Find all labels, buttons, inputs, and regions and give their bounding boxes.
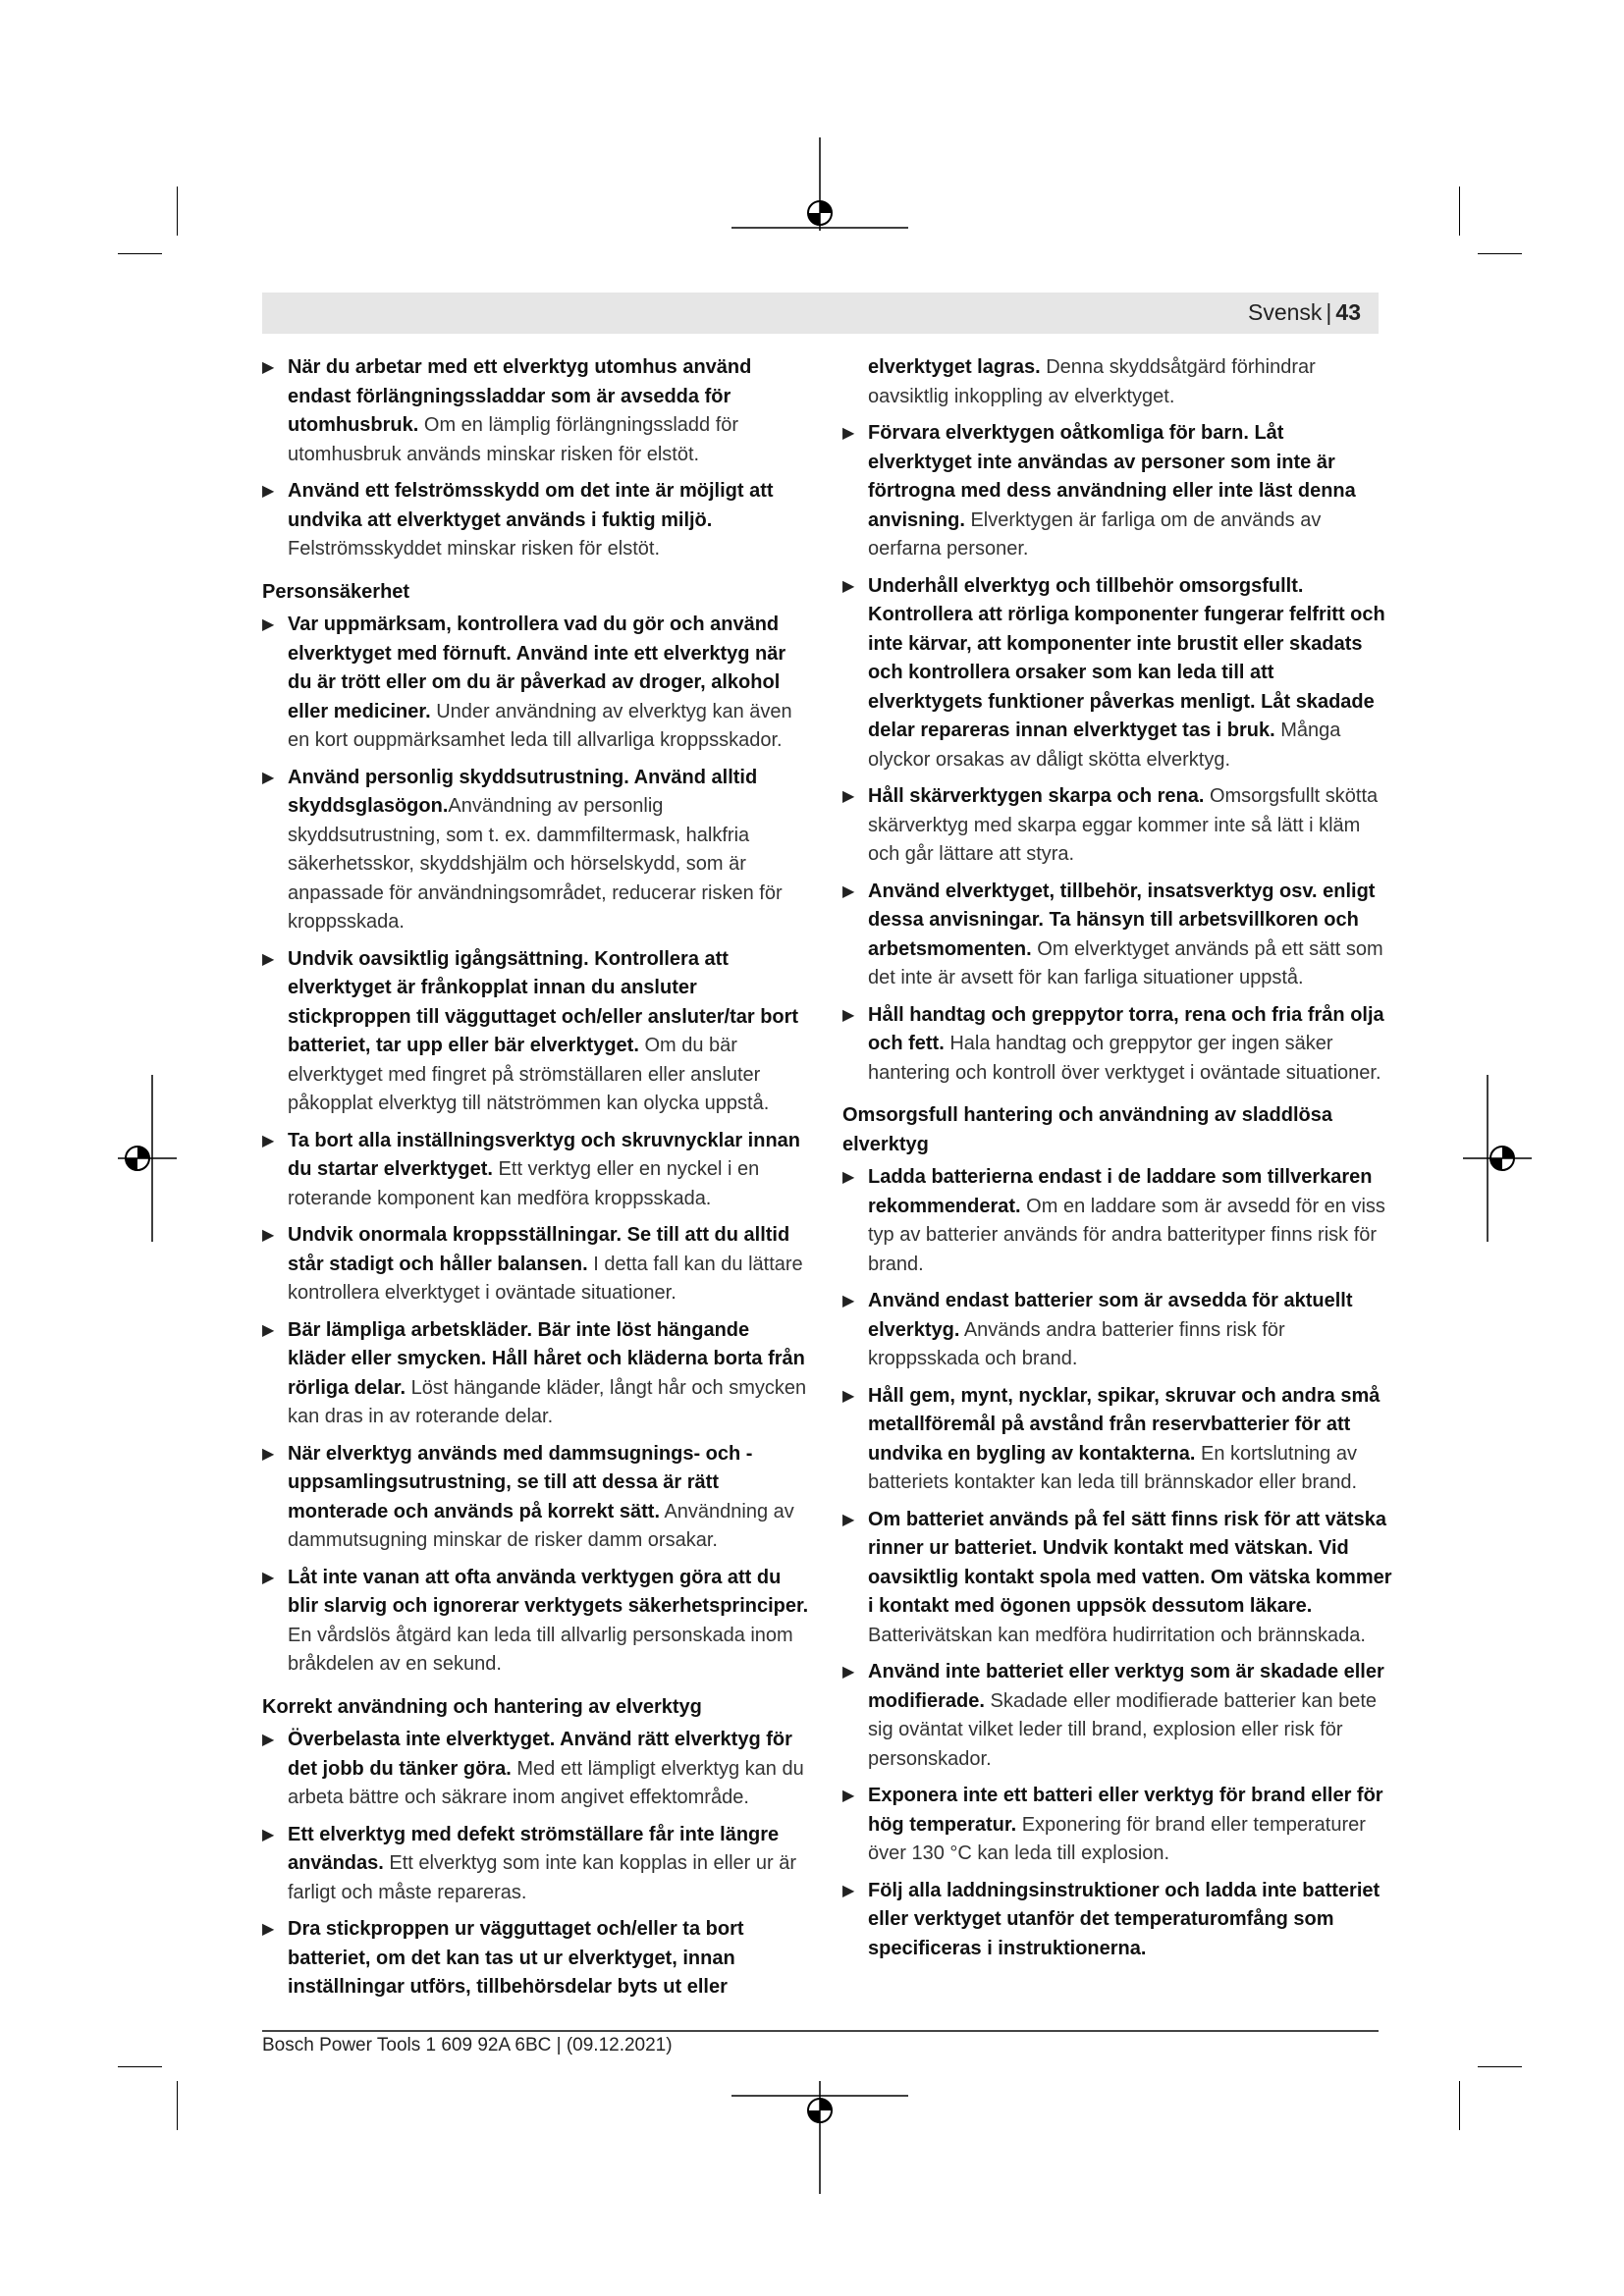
header-language: Svensk xyxy=(1247,299,1323,325)
left-column xyxy=(262,353,812,2010)
bullet-arrow-icon: ▶ xyxy=(262,1732,275,1748)
list-item: ▶ Ett elverktyg med defekt strömställare får inte längre användas. Ett elverktyg som inte kan kopplas in eller ur är farligt och måste repareras. xyxy=(262,1821,812,1908)
page-header xyxy=(262,293,1379,334)
bullet-arrow-icon: ▶ xyxy=(262,1569,275,1586)
list-item: ▶ Använd ett felströmsskydd om det inte är möjligt att undvika att elverktyget används i fuktig miljö. Felströmsskyddet minskar risken för elstöt. xyxy=(262,477,812,564)
registration-target-icon xyxy=(731,137,908,285)
bullet-arrow-icon: ▶ xyxy=(842,1293,855,1309)
bullet-arrow-icon: ▶ xyxy=(842,1511,855,1528)
bullet-arrow-icon: ▶ xyxy=(262,483,275,500)
list-item: ▶ Dra stickproppen ur vägguttaget och/eller ta bort batteriet, om det kan tas ut ur elverktyget, innan inställningar utförs, tillbehörsdelar byts ut eller xyxy=(262,1915,812,2002)
bullet-arrow-icon: ▶ xyxy=(262,616,275,633)
bullet-arrow-icon: ▶ xyxy=(262,1227,275,1244)
header-label xyxy=(1248,299,1361,326)
header-separator: | xyxy=(1326,299,1332,325)
list-item: ▶ Håll skärverktygen skarpa och rena. Omsorgsfullt skötta skärverktyg med skarpa eggar kommer inte så lätt i kläm och går lättare att styra. xyxy=(842,782,1392,870)
bullet-arrow-icon: ▶ xyxy=(842,577,855,595)
list-item: ▶ Exponera inte ett batteri eller verktyg för brand eller för hög temperatur. Exponering för brand eller temperaturer över 130 °C kan leda till explosion. xyxy=(842,1782,1392,1869)
bullet-arrow-icon: ▶ xyxy=(262,1321,275,1339)
list-item: ▶ Håll gem, mynt, nycklar, spikar, skruvar och andra små metallföremål på avstånd från reservbatterier för att undvika en bygling av kontakterna. En kortslutning av batteriets kontakter kan leda till brännskador eller brand. xyxy=(842,1382,1392,1498)
list-item: ▶ Överbelasta inte elverktyget. Använd rätt elverktyg för det jobb du tänker göra. Med ett lämpligt elverktyg kan du arbeta bättre och säkrare inom angivet effektområde. xyxy=(262,1726,812,1813)
bullet-arrow-icon: ▶ xyxy=(842,788,855,805)
bullet-arrow-icon: ▶ xyxy=(262,1132,275,1149)
list-item: ▶ Använd inte batteriet eller verktyg som är skadade eller modifierade. Skadade eller modifierade batterier kan bete sig oväntat vilket leder till brand, explosion eller risk för personskador. xyxy=(842,1658,1392,1774)
list-item: ▶ Om batteriet används på fel sätt finns risk för att vätska rinner ur batteriet. Undvik kontakt med vätskan. Vid oavsiktlig kontakt spola med vatten. Om vätska kommer i kontakt med ögonen uppsök dessutom läkare. Batterivätskan kan medföra hudirritation och brännskada. xyxy=(842,1506,1392,1651)
list-item: ▶ Underhåll elverktyg och tillbehör omsorgsfullt. Kontrollera att rörliga komponenter fungerar felfritt och inte kärvar, att komponenter inte brustit eller skadats och kontrollera orsaker som kan leda till att elverktygets funktioner påverkas menligt. Låt skadade delar repareras innan elverktyget tas i bruk. Många olyckor orsakas av dåligt skötta elverktyg. xyxy=(842,572,1392,775)
right-column xyxy=(842,353,1392,1971)
list-item: ▶ Undvik onormala kroppsställningar. Se till att du alltid står stadigt och håller balansen. I detta fall kan du lättare kontrollera elverktyget i oväntade situationer. xyxy=(262,1221,812,1308)
list-item: ▶ Förvara elverktygen oåtkomliga för barn. Låt elverktyget inte användas av personer som inte är förtrogna med dess användning eller inte läst denna anvisning. Elverktygen är farliga om de används av oerfarna personer. xyxy=(842,419,1392,564)
bullet-arrow-icon: ▶ xyxy=(262,1921,275,1938)
list-item: ▶ När du arbetar med ett elverktyg utomhus använd endast förlängningssladdar som är avsedda för utomhusbruk. Om en lämplig förlängningssladd för utomhusbruk används minskar risken för elstöt. xyxy=(262,353,812,469)
bullet-arrow-icon: ▶ xyxy=(262,950,275,968)
bullet-arrow-icon: ▶ xyxy=(262,1826,275,1843)
page-number: 43 xyxy=(1335,299,1361,325)
list-item: ▶ Bär lämpliga arbetskläder. Bär inte löst hängande kläder eller smycken. Håll håret och kläderna borta från rörliga delar. Löst hängande kläder, långt hår och smycken kan dras in av roterande delar. xyxy=(262,1316,812,1432)
bullet-arrow-icon: ▶ xyxy=(842,1882,855,1899)
list-item: ▶ Använd personlig skyddsutrustning. Använd alltid skyddsglasögon.Användning av personlig skyddsutrustning, som t. ex. dammfiltermask, halkfria säkerhetsskor, skyddshjälm och hörselskydd, som är anpassade för användningsområdet, reducerar risken för kroppsskada. xyxy=(262,764,812,937)
list-item: ▶ Använd elverktyget, tillbehör, insatsverktyg osv. enligt dessa anvisningar. Ta hänsyn till arbetsvillkoren och arbetsmomenten. Om elverktyget används på ett sätt som det inte är avsett för kan farliga situationer uppstå. xyxy=(842,878,1392,993)
list-item: ▶ Använd endast batterier som är avsedda för aktuellt elverktyg. Används andra batterier finns risk för kroppsskada och brand. xyxy=(842,1287,1392,1374)
bullet-arrow-icon: ▶ xyxy=(842,1387,855,1405)
footer-divider xyxy=(262,2030,1379,2032)
bullet-arrow-icon: ▶ xyxy=(842,1169,855,1186)
section-heading: Korrekt användning och hantering av elverktyg xyxy=(262,1695,702,1718)
bullet-arrow-icon: ▶ xyxy=(842,1006,855,1024)
section-heading: Personsäkerhet xyxy=(262,580,410,603)
section-heading: Omsorgsfull hantering och användning av sladdlösa elverktyg xyxy=(842,1104,1332,1155)
list-item: ▶ Var uppmärksam, kontrollera vad du gör och använd elverktyget med förnuft. Använd inte ett elverktyg när du är trött eller om du är påverkad av droger, alkohol eller mediciner. Under användning av elverktyg kan även en kort ouppmärksamhet leda till allvarliga kroppsskador. xyxy=(262,611,812,756)
registration-target-icon xyxy=(1463,1075,1542,1242)
list-item: ▶ Ladda batterierna endast i de laddare som tillverkaren rekommenderat. Om en laddare som är avsedd för en viss typ av batterier används för andra batterityper finns risk för brand. xyxy=(842,1163,1392,1279)
list-item: ▶ Låt inte vanan att ofta använda verktygen göra att du blir slarvig och ignorerar verktygets säkerhetsprinciper. En vårdslös åtgärd kan leda till allvarlig personskada inom bråkdelen av en sekund. xyxy=(262,1564,812,1680)
bullet-arrow-icon: ▶ xyxy=(842,1664,855,1681)
list-item: ▶ Ta bort alla inställningsverktyg och skruvnycklar innan du startar elverktyget. Ett verktyg eller en nyckel i en roterande komponent kan medföra kroppsskada. xyxy=(262,1127,812,1214)
list-item: ▶ Undvik oavsiktlig igångsättning. Kontrollera att elverktyget är frånkopplat innan du ansluter stickproppen till vägguttaget och/eller ansluter/tar bort batteriet, tar upp eller bär elverktyget. Om du bär elverktyget med fingret på strömställaren eller ansluter påkopplat elverktyg till nätströmmen kan olycka uppstå. xyxy=(262,945,812,1119)
list-item: ▶ Håll handtag och greppytor torra, rena och fria från olja och fett. Hala handtag och greppytor ger ingen säker hantering och kontroll över verktyget i oväntade situationer. xyxy=(842,1001,1392,1089)
list-item: ▶ Följ alla laddningsinstruktioner och ladda inte batteriet eller verktyget utanför det temperaturomfång som specificeras i instruktionerna. xyxy=(842,1877,1392,1964)
list-item: ▶ När elverktyg används med dammsugnings- och -uppsamlingsutrustning, se till att dessa är rätt monterade och används på korrekt sätt. Användning av dammutsugning minskar de risker damm orsakar. xyxy=(262,1440,812,1556)
bullet-arrow-icon: ▶ xyxy=(262,769,275,786)
bullet-arrow-icon: ▶ xyxy=(262,1445,275,1463)
page-footer: Bosch Power Tools 1 609 92A 6BC | (09.12.2021) xyxy=(262,2035,673,2056)
bullet-arrow-icon: ▶ xyxy=(842,425,855,442)
bullet-arrow-icon: ▶ xyxy=(262,359,275,376)
registration-target-icon xyxy=(98,1075,177,1242)
bullet-arrow-icon: ▶ xyxy=(842,1788,855,1804)
bullet-arrow-icon: ▶ xyxy=(842,882,855,900)
registration-target-icon xyxy=(731,2081,908,2194)
list-item-continuation: elverktyget lagras. Denna skyddsåtgärd förhindrar oavsiktlig inkoppling av elverktyget. xyxy=(868,356,1316,407)
